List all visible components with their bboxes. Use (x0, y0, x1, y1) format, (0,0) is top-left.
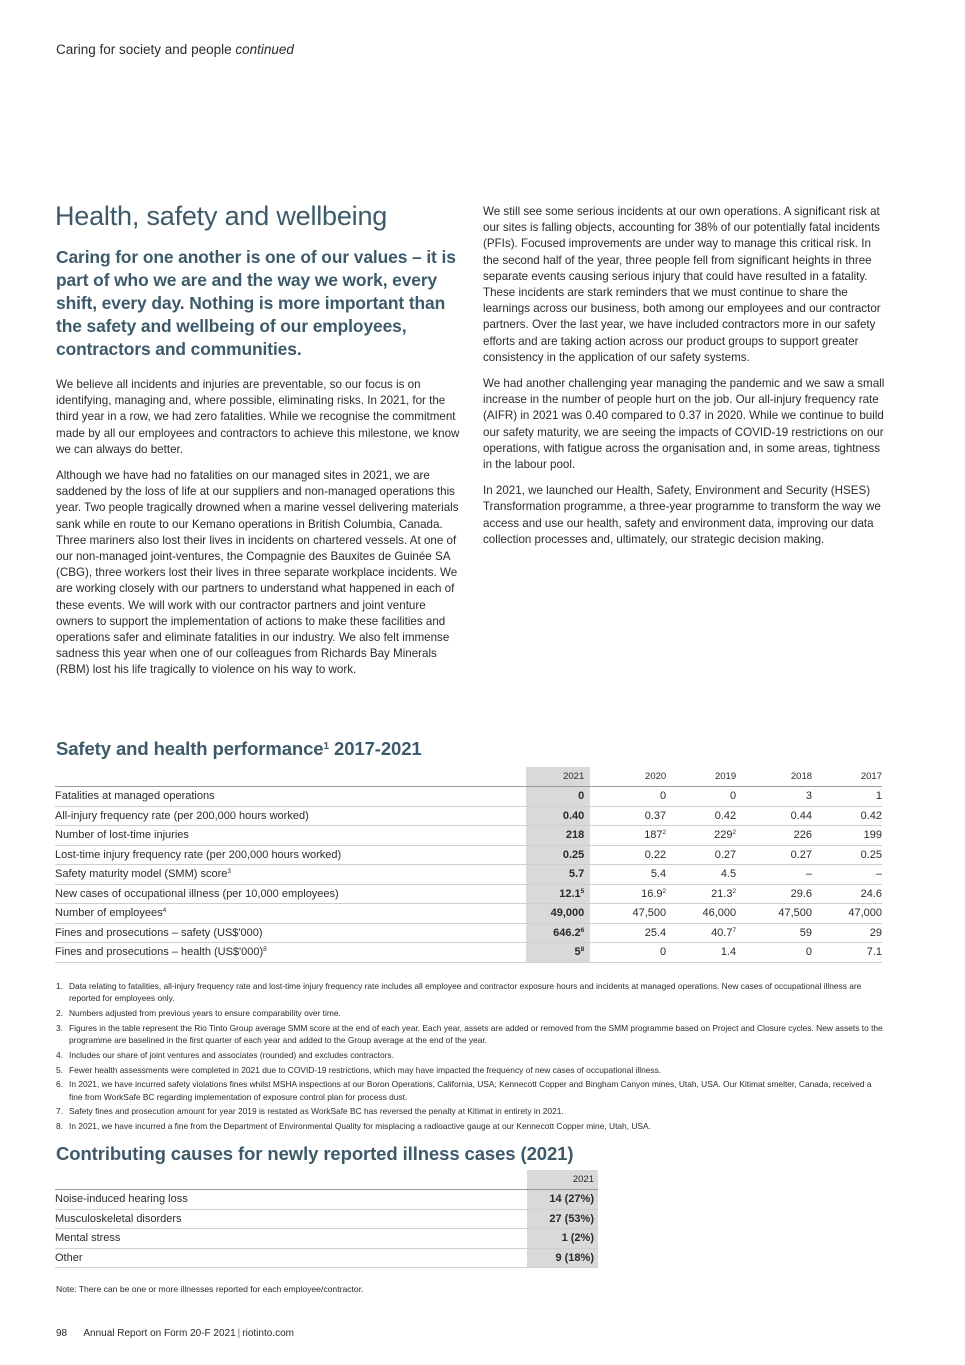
section-name: Caring for society and people (56, 42, 232, 57)
value-cell-2017 (812, 943, 882, 963)
table-row (55, 845, 882, 865)
year-header-2021: 2021 (527, 1170, 598, 1190)
performance-title-footnote: 1 (323, 741, 329, 752)
value-cell-2017 (812, 787, 882, 807)
footnote-item (56, 1078, 886, 1102)
table-row (55, 787, 882, 807)
row-label (55, 826, 526, 846)
table-row (55, 1209, 598, 1229)
row-label (55, 943, 526, 963)
table-row (55, 943, 882, 963)
value-cell-2019 (666, 845, 736, 865)
body-column-right (483, 204, 888, 558)
value-text: 29.6 (790, 887, 813, 900)
value-cell-2020 (590, 787, 666, 807)
value-cell-2021 (526, 806, 590, 826)
value-cell-2021 (526, 923, 590, 943)
value-text: 21.3 (711, 887, 733, 900)
value-text: 0 (805, 946, 813, 959)
value-text: 0.42 (860, 809, 882, 822)
footnote-number: 6. (56, 1079, 63, 1090)
value-cell-2019 (666, 943, 736, 963)
value-cell-2018 (736, 943, 812, 963)
illness-cause-value: 9 (18%) (527, 1248, 598, 1268)
footnote-number: 4. (56, 1049, 63, 1060)
value-cell-2019 (666, 806, 736, 826)
value-cell-2021 (526, 845, 590, 865)
illness-title: Contributing causes for newly reported illness cases (2021) (56, 1143, 574, 1164)
table-row (55, 904, 882, 924)
table-row (55, 806, 882, 826)
footnote-text: In 2021, we have incurred a fine from the Department of Environmental Quality for misplacing a radioactive gauge at our Kennecott Copper mine, Utah, USA. (69, 1121, 651, 1132)
illness-cause-label: Mental stress (55, 1229, 527, 1249)
value-text: 0.40 (562, 809, 585, 822)
performance-title-text: Safety and health performance (56, 738, 324, 759)
table-header-row (55, 1170, 598, 1190)
footnote-item (56, 1064, 886, 1076)
footnote-number: 3. (56, 1022, 63, 1033)
value-cell-2021 (526, 865, 590, 885)
body-paragraph: Although we have had no fatalities on our managed sites in 2021, we are saddened by the loss of life at our suppliers and non-managed operations this year. Two people tragically drowned when a marine vessel delivering materials sank while en route to our Kemano operations in British Columbia, Canada. Three mariners also lost their lives in incidents on chartered vessels. At one of our non-managed joint-ventures, the Compagnie des Bauxites de Guinée SA (CBG), three workers lost their lives in three separate workplace incidents. We are working closely with our partners to understand what happened in each of these events. We will work with our contractor partners and joint venture owners to support the implementation of actions to make these facilities and operations safer and eliminate fatalities in our industry. We also felt immense sadness this year when one of our colleagues from Richards Bay Minerals (RBM) lost his life tragically to violence on his way to work. (56, 469, 459, 677)
footnote-text: Numbers adjusted from previous years to ensure comparability over time. (69, 1008, 341, 1018)
value-text: 226 (793, 829, 813, 842)
illness-cause-label: Noise-induced hearing loss (55, 1190, 527, 1210)
footnote-item (56, 1105, 886, 1117)
year-header-2021: 2021 (526, 767, 590, 787)
value-text: 25.4 (644, 926, 667, 939)
footnote-text: Fewer health assessments were completed in 2021 due to COVID-19 restrictions, which may have impacted the frequency of new cases of occupational illness. (69, 1064, 662, 1075)
footnote-number: 1. (56, 981, 63, 991)
year-header-2018: 2018 (736, 767, 812, 787)
value-text: 24.6 (860, 887, 882, 900)
body-paragraph: We had another challenging year managing the pandemic and we saw a small increase in the number of people hurt on the job. Our all-injury frequency rate (AIFR) in 2021 was 0.40 compared to 0.37 in 2020. While we continue to build our safety maturity, we are seeing the impacts of COVID-19 restrictions on our operations, with fatigue across the organisation and, in some areas, tightness in the labour pool. (483, 377, 885, 472)
value-footnote: 7 (732, 926, 737, 934)
value-text: 29 (869, 926, 882, 939)
value-cell-2018 (736, 904, 812, 924)
illness-cause-value: 27 (53%) (527, 1209, 598, 1229)
value-text: 0.27 (790, 848, 813, 861)
value-cell-2020 (590, 806, 666, 826)
footnote-number: 2. (56, 1008, 63, 1018)
value-cell-2017 (812, 845, 882, 865)
year-header-2019: 2019 (666, 767, 736, 787)
table-row (55, 923, 882, 943)
footnote-text: In 2021, we have incurred safety violations fines whilst MSHA inspections at our Boron Operations, California, USA; Kennecott Copper and Bingham Canyon mines, Utah, USA. Our Kitimat smelter, Canada, received a fine from WorkSafe BC regarding implementation of exposure control plan for process dust. (69, 1079, 872, 1102)
value-cell-2019 (666, 826, 736, 846)
value-text: 5 (574, 946, 581, 959)
value-text: 229 (714, 829, 733, 842)
row-label-text: New cases of occupational illness (per 10,000 employees) (55, 887, 339, 900)
value-text: 46,000 (702, 907, 737, 920)
intro-statement: Caring for one another is one of our values – it is part of who we are and the way we work, every shift, every day. Nothing is more important than the safety and wellbeing of our employees, contractors and communities. (56, 247, 456, 359)
value-cell-2021 (526, 787, 590, 807)
value-text: 47,000 (848, 907, 882, 920)
row-label-footnote: 4 (162, 907, 167, 915)
value-cell-2019 (666, 904, 736, 924)
value-text: 0.25 (562, 848, 585, 861)
year-header-2020: 2020 (590, 767, 666, 787)
performance-title-range: 2017-2021 (334, 738, 422, 759)
value-cell-2017 (812, 923, 882, 943)
table-header-row (55, 767, 882, 787)
value-footnote: 2 (662, 887, 667, 895)
value-footnote: 5 (580, 887, 585, 895)
body-column-left (56, 377, 460, 689)
value-cell-2018 (736, 923, 812, 943)
value-cell-2020 (590, 923, 666, 943)
table-row (55, 826, 882, 846)
illness-cause-label: Musculoskeletal disorders (55, 1209, 527, 1229)
row-label-footnote: 8 (263, 946, 267, 954)
footnote-item (56, 1049, 886, 1061)
value-text: 1.4 (720, 946, 737, 959)
value-text: 0.25 (860, 848, 882, 861)
value-cell-2020 (590, 865, 666, 885)
illness-cause-value: 1 (2%) (527, 1229, 598, 1249)
footnote-number: 8. (56, 1121, 63, 1132)
continued-label: continued (235, 42, 294, 57)
row-label-text: All-injury frequency rate (per 200,000 hours worked) (55, 809, 309, 822)
footnote-text: Figures in the table represent the Rio Tinto Group average SMM score at the end of each year. Each year, assets are added or removed from the SMM programme based on Project and Closure cycles. New assets to the programme are baselined in the first quarter of each year and added to the Group average at the end of the year. (69, 1022, 883, 1045)
report-name: Annual Report on Form 20-F 2021 (83, 1328, 236, 1339)
value-cell-2020 (590, 884, 666, 904)
value-cell-2017 (812, 865, 882, 885)
row-label (55, 865, 526, 885)
value-text: 40.7 (711, 926, 733, 939)
footnote-text: Data relating to fatalities, all-injury frequency rate and lost-time injury frequency rate includes all employee and contractor exposure hours and incidents at managed operations. New cases of occupational illness are reported for employees only. (69, 981, 862, 1004)
value-footnote: 2 (732, 887, 737, 895)
value-footnote: 8 (580, 946, 585, 954)
illness-note: Note: There can be one or more illnesses reported for each employee/contractor. (56, 1284, 364, 1294)
illness-table (55, 1170, 598, 1268)
page-footer (56, 1328, 294, 1339)
value-cell-2019 (666, 884, 736, 904)
row-label (55, 845, 526, 865)
footnote-text: Includes our share of joint ventures and associates (rounded) and excludes contractors. (69, 1049, 394, 1060)
value-cell-2018 (736, 826, 812, 846)
value-text: 4.5 (720, 868, 737, 881)
value-text: – (805, 868, 813, 881)
table-row (55, 1229, 598, 1249)
value-cell-2018 (736, 884, 812, 904)
value-text: 0 (578, 790, 585, 803)
running-head (56, 42, 294, 57)
year-header-2017: 2017 (812, 767, 882, 787)
value-text: 7.1 (866, 946, 882, 959)
row-label (55, 884, 526, 904)
value-text: 199 (863, 829, 882, 842)
row-label-text: Lost-time injury frequency rate (per 200,000 hours worked) (55, 848, 342, 861)
footnote-item (56, 1120, 886, 1132)
value-cell-2018 (736, 787, 812, 807)
value-text: 16.9 (641, 887, 663, 900)
footnote-item (56, 980, 886, 1004)
value-text: 1 (875, 790, 882, 803)
value-footnote: 6 (580, 926, 585, 934)
body-paragraph: We still see some serious incidents at our own operations. A significant risk at our sites is falling objects, accounting for 38% of our potentially fatal incidents (PFIs). Focused improvements are under way to manage this critical risk. In the second half of the year, three people fell from significant heights in three separate events causing serious injury that could have resulted in a fatality. These incidents are stark reminders that we must continue to share the learnings across our business, both among our employees and our contractor partners. Over the last year, we have included contractors more in our safety efforts and are taking action across our product groups to support greater consistency in the application of our safety systems. (483, 205, 881, 364)
footnote-item (56, 1007, 886, 1019)
value-text: 0.37 (644, 809, 667, 822)
value-cell-2017 (812, 806, 882, 826)
value-cell-2021 (526, 904, 590, 924)
row-label-text: Fines and prosecutions – safety (US$'000) (55, 926, 263, 939)
value-text: 47,500 (632, 907, 667, 920)
page-number: 98 (56, 1328, 68, 1339)
value-text: 5.7 (568, 868, 585, 881)
value-footnote: 2 (732, 829, 737, 837)
value-text: 0.22 (644, 848, 667, 861)
table-row (55, 1248, 598, 1268)
footnote-number: 7. (56, 1106, 63, 1117)
value-cell-2019 (666, 865, 736, 885)
value-cell-2018 (736, 865, 812, 885)
header-label-cell (55, 1170, 527, 1190)
page-title: Health, safety and wellbeing (55, 201, 388, 231)
table-row (55, 884, 882, 904)
row-label-text: Fines and prosecutions – health (US$'000) (55, 946, 264, 959)
value-text: 646.2 (553, 926, 581, 939)
value-cell-2017 (812, 826, 882, 846)
value-text: 59 (799, 926, 813, 939)
row-label-text: Fatalities at managed operations (55, 790, 215, 803)
value-text: 218 (565, 829, 585, 842)
value-footnote: 2 (662, 829, 667, 837)
row-label (55, 904, 526, 924)
value-cell-2021 (526, 826, 590, 846)
value-cell-2020 (590, 943, 666, 963)
value-cell-2021 (526, 884, 590, 904)
value-text: 49,000 (550, 907, 585, 920)
value-text: 3 (805, 790, 813, 803)
value-text: 0.44 (790, 809, 813, 822)
body-paragraph: We believe all incidents and injuries are preventable, so our focus is on identifying, managing and, where possible, eliminating risks. In 2021, for the third year in a row, we had zero fatalities. While we recognise the commitment made by all our employees and contractors to achieve this milestone, we know we can always do better. (56, 378, 460, 456)
value-cell-2017 (812, 904, 882, 924)
footnote-text: Safety fines and prosecution amount for year 2019 is restated as WorkSafe BC has reversed the penalty at Kitimat in entirety in 2021. (69, 1106, 564, 1117)
footnote-number: 5. (56, 1064, 63, 1075)
value-cell-2020 (590, 904, 666, 924)
value-cell-2019 (666, 923, 736, 943)
value-cell-2018 (736, 845, 812, 865)
illness-cause-label: Other (55, 1248, 527, 1268)
header-label-cell (55, 767, 526, 787)
footnote-item (56, 1022, 886, 1046)
performance-title (56, 738, 422, 760)
value-text: – (875, 868, 882, 881)
value-cell-2020 (590, 845, 666, 865)
value-text: 47,500 (778, 907, 813, 920)
row-label (55, 806, 526, 826)
website-link[interactable]: riotinto.com (242, 1328, 294, 1339)
row-label (55, 923, 526, 943)
table-row (55, 865, 882, 885)
body-paragraph: In 2021, we launched our Health, Safety, Environment and Security (HSES) Transformation programme, a three-year programme to transform the way we access and use our health, safety and environment data, improving our data collection processes and, ultimately, our strategic decision making. (483, 484, 881, 546)
illness-cause-value: 14 (27%) (527, 1190, 598, 1210)
row-label-text: Number of employees (55, 907, 163, 920)
row-label-footnote: 3 (227, 868, 231, 876)
footnotes-list (56, 980, 886, 1135)
value-text: 12.1 (559, 887, 581, 900)
value-cell-2017 (812, 884, 882, 904)
value-text: 0 (660, 790, 667, 803)
value-cell-2018 (736, 806, 812, 826)
performance-table (55, 767, 882, 963)
value-text: 0.27 (714, 848, 737, 861)
footer-separator: | (237, 1328, 241, 1339)
value-text: 0 (729, 790, 737, 803)
value-cell-2019 (666, 787, 736, 807)
value-text: 0.42 (714, 809, 737, 822)
value-text: 0 (660, 946, 667, 959)
row-label-text: Number of lost-time injuries (55, 829, 189, 842)
value-cell-2020 (590, 826, 666, 846)
value-cell-2021 (526, 943, 590, 963)
row-label (55, 787, 526, 807)
value-text: 5.4 (650, 868, 667, 881)
value-text: 187 (644, 829, 663, 842)
table-row (55, 1190, 598, 1210)
row-label-text: Safety maturity model (SMM) score (55, 868, 228, 881)
